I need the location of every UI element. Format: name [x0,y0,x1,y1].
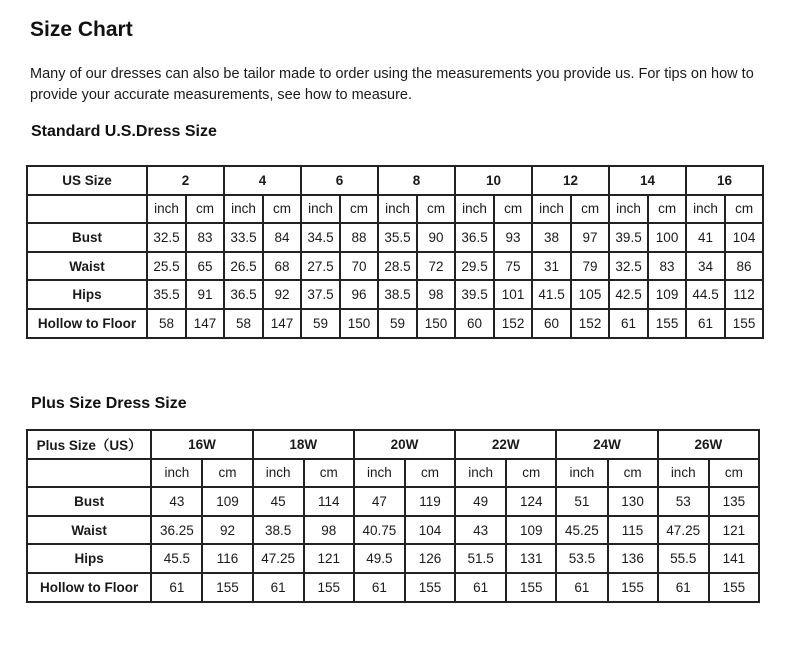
value-cell: 68 [263,252,301,281]
size-header: 20W [354,430,455,459]
value-cell: 105 [571,280,609,309]
value-cell: 37.5 [301,280,340,309]
table-row [27,309,763,338]
value-cell: 61 [151,573,202,602]
value-cell: 42.5 [609,280,648,309]
value-cell: 96 [340,280,378,309]
value-cell: 61 [253,573,304,602]
value-cell: 61 [609,309,648,338]
value-cell: 152 [494,309,532,338]
value-cell: 86 [725,252,763,281]
value-cell: 25.5 [147,252,186,281]
unit-cm: cm [648,195,686,224]
value-cell: 70 [340,252,378,281]
table-row [27,544,759,573]
size-header: 12 [532,166,609,195]
value-cell: 51.5 [455,544,506,573]
value-cell: 109 [202,487,252,516]
table-row [27,252,763,281]
value-cell: 155 [709,573,759,602]
value-cell: 36.5 [455,223,494,252]
size-header: 22W [455,430,556,459]
value-cell: 84 [263,223,301,252]
size-header: 8 [378,166,455,195]
row-label: Hips [27,544,151,573]
value-cell: 45.5 [151,544,202,573]
empty-cell [27,195,147,224]
unit-inch: inch [556,459,607,488]
value-cell: 27.5 [301,252,340,281]
value-cell: 116 [202,544,252,573]
value-cell: 93 [494,223,532,252]
value-cell: 121 [304,544,354,573]
empty-cell [27,459,151,488]
size-header: 10 [455,166,532,195]
unit-header-row [27,195,763,224]
value-cell: 60 [532,309,571,338]
size-header: 14 [609,166,686,195]
value-cell: 38.5 [253,516,304,545]
value-cell: 98 [304,516,354,545]
unit-inch: inch [378,195,417,224]
value-cell: 32.5 [609,252,648,281]
value-cell: 100 [648,223,686,252]
row-label: Bust [27,487,151,516]
value-cell: 61 [354,573,405,602]
value-cell: 109 [506,516,556,545]
unit-inch: inch [253,459,304,488]
value-cell: 65 [186,252,224,281]
value-cell: 83 [648,252,686,281]
value-cell: 36.25 [151,516,202,545]
unit-cm: cm [340,195,378,224]
unit-cm: cm [304,459,354,488]
value-cell: 61 [686,309,725,338]
value-cell: 39.5 [609,223,648,252]
value-cell: 72 [417,252,455,281]
value-cell: 104 [725,223,763,252]
value-cell: 60 [455,309,494,338]
table-row [27,573,759,602]
unit-cm: cm [263,195,301,224]
value-cell: 147 [186,309,224,338]
table-row [27,280,763,309]
table-row [27,487,759,516]
value-cell: 55.5 [658,544,709,573]
value-cell: 29.5 [455,252,494,281]
unit-cm: cm [405,459,455,488]
value-cell: 112 [725,280,763,309]
value-cell: 35.5 [378,223,417,252]
row-label: Bust [27,223,147,252]
value-cell: 88 [340,223,378,252]
size-header: 24W [556,430,657,459]
value-cell: 90 [417,223,455,252]
value-cell: 91 [186,280,224,309]
value-cell: 41.5 [532,280,571,309]
unit-inch: inch [455,459,506,488]
value-cell: 51 [556,487,607,516]
unit-cm: cm [202,459,252,488]
value-cell: 104 [405,516,455,545]
value-cell: 131 [506,544,556,573]
value-cell: 47 [354,487,405,516]
value-cell: 155 [608,573,658,602]
size-header: 4 [224,166,301,195]
value-cell: 92 [263,280,301,309]
unit-inch: inch [455,195,494,224]
value-cell: 135 [709,487,759,516]
value-cell: 79 [571,252,609,281]
value-cell: 155 [725,309,763,338]
value-cell: 39.5 [455,280,494,309]
value-cell: 109 [648,280,686,309]
row-label: Hollow to Floor [27,573,151,602]
value-cell: 43 [151,487,202,516]
value-cell: 155 [506,573,556,602]
value-cell: 53 [658,487,709,516]
value-cell: 61 [658,573,709,602]
unit-cm: cm [494,195,532,224]
value-cell: 47.25 [253,544,304,573]
value-cell: 126 [405,544,455,573]
plus-size-table [26,429,760,603]
value-cell: 147 [263,309,301,338]
unit-cm: cm [725,195,763,224]
value-cell: 121 [709,516,759,545]
value-cell: 119 [405,487,455,516]
value-cell: 41 [686,223,725,252]
standard-size-table [26,165,764,339]
unit-inch: inch [532,195,571,224]
page-title: Size Chart [30,18,133,41]
value-cell: 33.5 [224,223,263,252]
value-cell: 155 [202,573,252,602]
value-cell: 155 [405,573,455,602]
value-cell: 98 [417,280,455,309]
unit-cm: cm [608,459,658,488]
unit-inch: inch [658,459,709,488]
unit-inch: inch [354,459,405,488]
value-cell: 32.5 [147,223,186,252]
value-cell: 38.5 [378,280,417,309]
unit-inch: inch [147,195,186,224]
unit-cm: cm [186,195,224,224]
size-header-row [27,430,759,459]
corner-label: US Size [27,166,147,195]
value-cell: 34 [686,252,725,281]
value-cell: 44.5 [686,280,725,309]
value-cell: 49.5 [354,544,405,573]
value-cell: 38 [532,223,571,252]
unit-inch: inch [609,195,648,224]
value-cell: 58 [224,309,263,338]
value-cell: 36.5 [224,280,263,309]
value-cell: 141 [709,544,759,573]
value-cell: 124 [506,487,556,516]
value-cell: 45 [253,487,304,516]
value-cell: 35.5 [147,280,186,309]
size-header: 16 [686,166,763,195]
value-cell: 31 [532,252,571,281]
row-label: Waist [27,516,151,545]
unit-cm: cm [506,459,556,488]
size-header: 2 [147,166,224,195]
size-header: 6 [301,166,378,195]
value-cell: 49 [455,487,506,516]
size-header-row [27,166,763,195]
value-cell: 43 [455,516,506,545]
value-cell: 59 [378,309,417,338]
value-cell: 115 [608,516,658,545]
value-cell: 45.25 [556,516,607,545]
unit-cm: cm [571,195,609,224]
value-cell: 136 [608,544,658,573]
unit-cm: cm [709,459,759,488]
value-cell: 101 [494,280,532,309]
value-cell: 53.5 [556,544,607,573]
unit-inch: inch [151,459,202,488]
value-cell: 47.25 [658,516,709,545]
value-cell: 75 [494,252,532,281]
value-cell: 83 [186,223,224,252]
size-header: 16W [151,430,252,459]
value-cell: 40.75 [354,516,405,545]
unit-inch: inch [301,195,340,224]
unit-cm: cm [417,195,455,224]
value-cell: 59 [301,309,340,338]
unit-inch: inch [686,195,725,224]
row-label: Hollow to Floor [27,309,147,338]
value-cell: 34.5 [301,223,340,252]
value-cell: 114 [304,487,354,516]
intro-text: Many of our dresses can also be tailor made to order using the measurements you provide us. For tips on how to provide your accurate measurements, see how to measure. [30,66,754,103]
unit-inch: inch [224,195,263,224]
value-cell: 61 [455,573,506,602]
corner-label: Plus Size（US） [27,430,151,459]
value-cell: 92 [202,516,252,545]
size-header: 18W [253,430,354,459]
row-label: Hips [27,280,147,309]
value-cell: 155 [304,573,354,602]
value-cell: 28.5 [378,252,417,281]
table-row [27,223,763,252]
row-label: Waist [27,252,147,281]
value-cell: 155 [648,309,686,338]
value-cell: 61 [556,573,607,602]
plus-size-title: Plus Size Dress Size [31,395,187,412]
table-row [27,516,759,545]
value-cell: 152 [571,309,609,338]
value-cell: 26.5 [224,252,263,281]
value-cell: 150 [417,309,455,338]
value-cell: 58 [147,309,186,338]
value-cell: 97 [571,223,609,252]
unit-header-row [27,459,759,488]
standard-size-title: Standard U.S.Dress Size [31,123,217,140]
size-header: 26W [658,430,759,459]
value-cell: 130 [608,487,658,516]
value-cell: 150 [340,309,378,338]
